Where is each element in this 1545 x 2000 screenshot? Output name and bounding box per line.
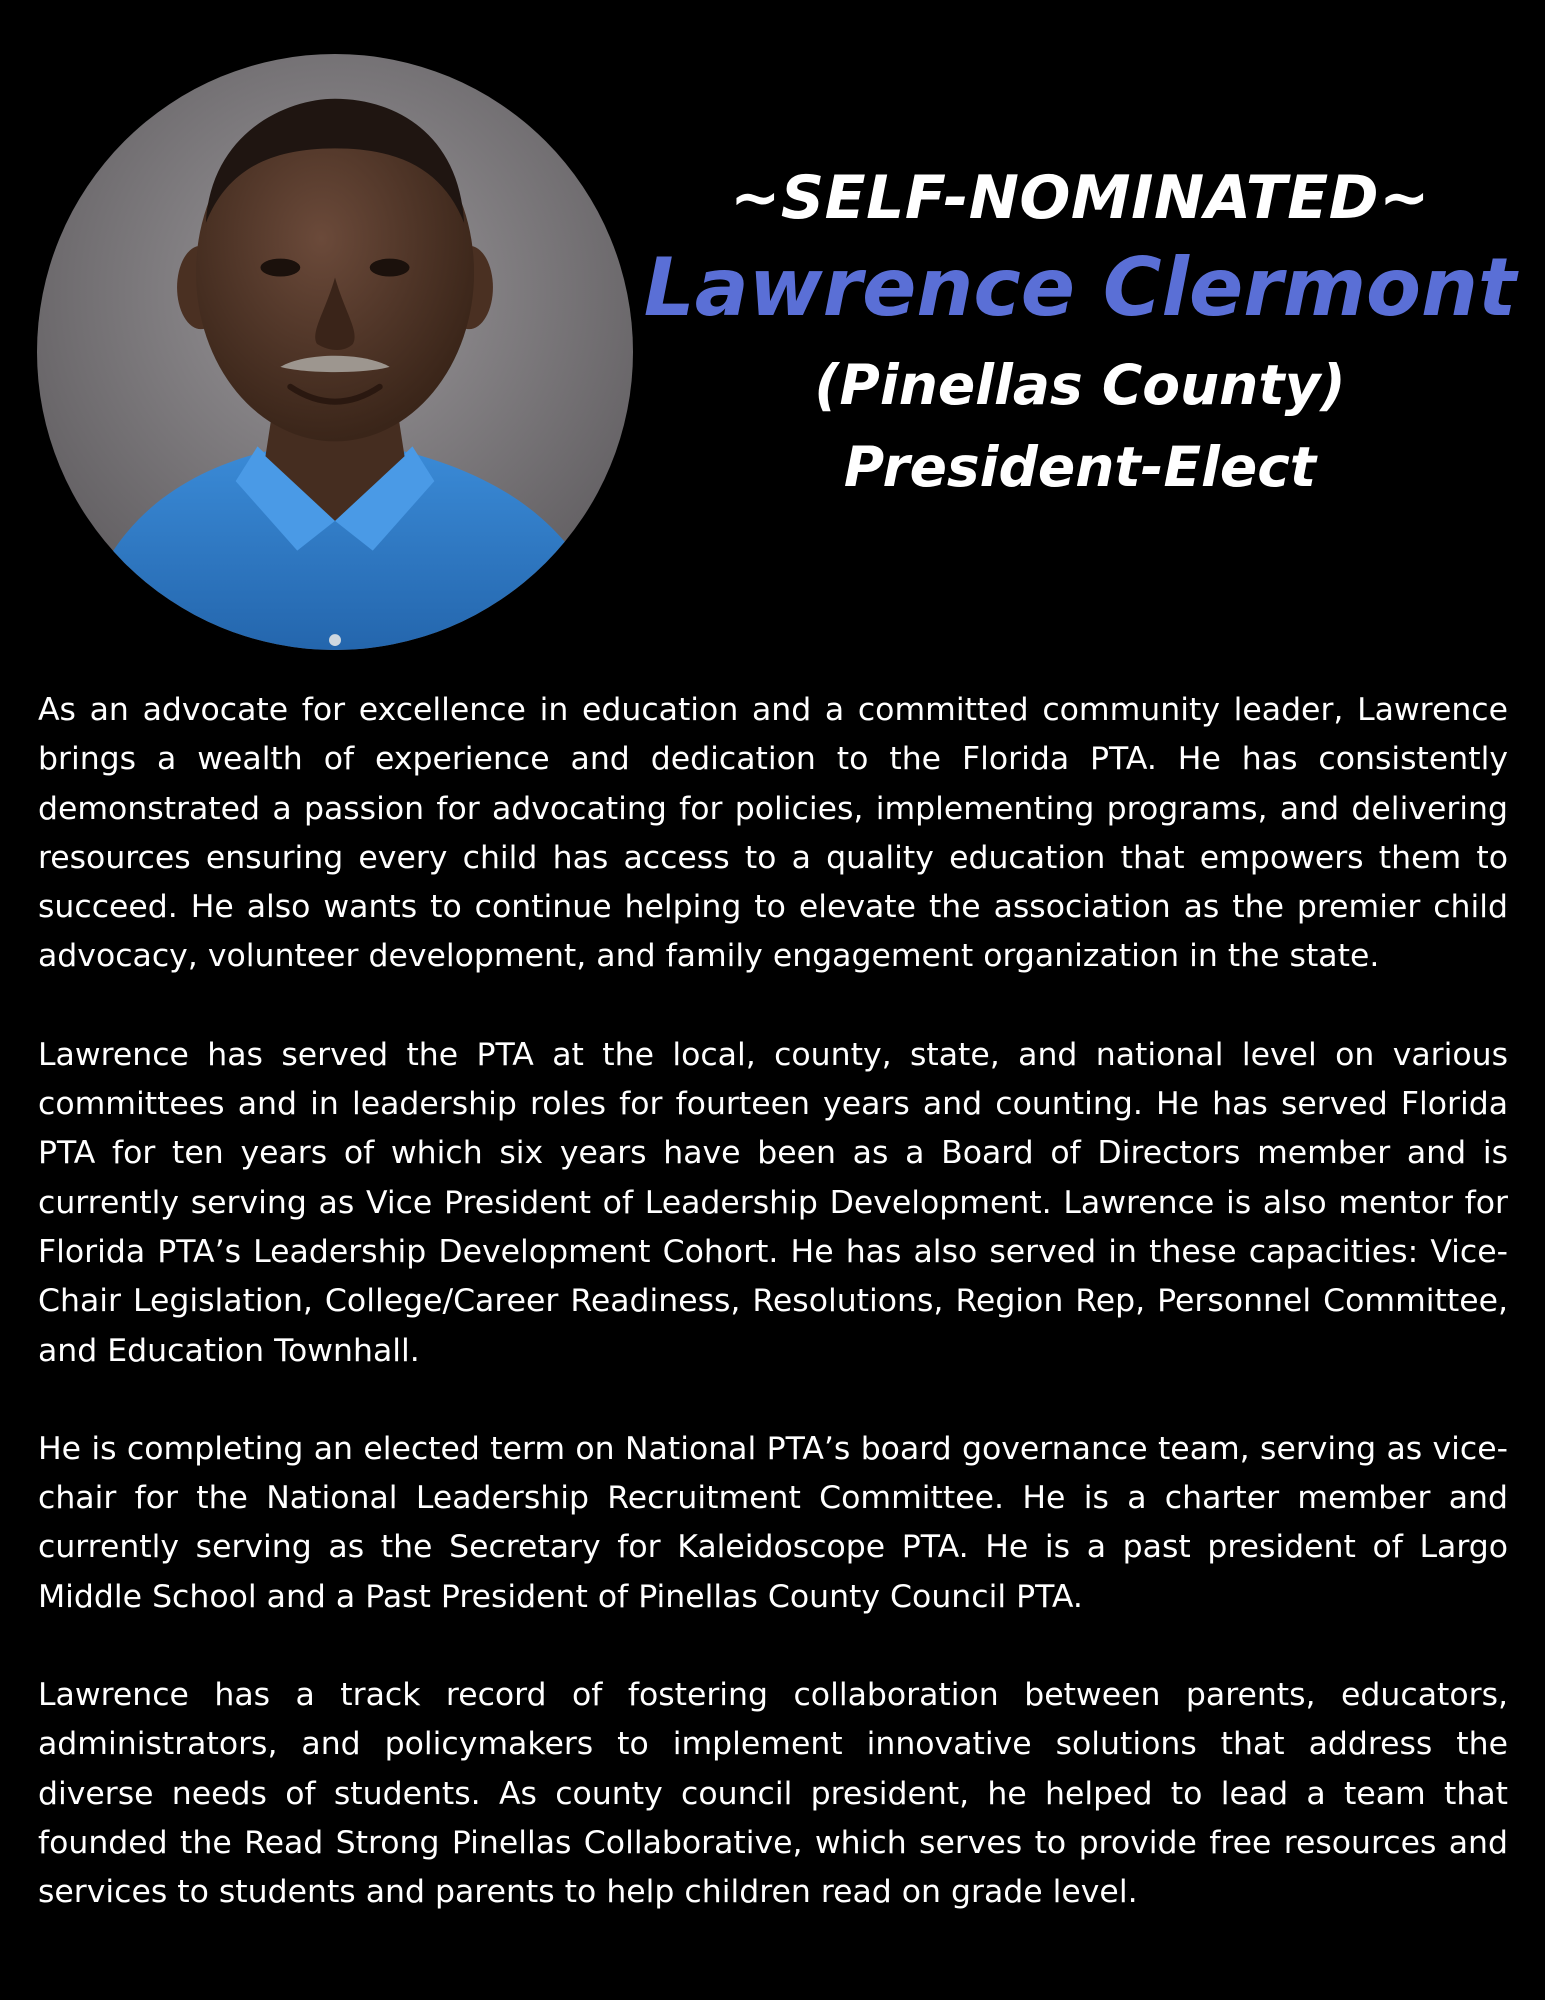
candidate-portrait bbox=[37, 54, 633, 650]
candidate-position: President-Elect bbox=[843, 435, 1317, 499]
portrait-illustration bbox=[37, 54, 633, 650]
bio-paragraph: Lawrence has served the PTA at the local, county, state, and national level on various committees and in leadership roles for fourteen years and counting. He has served Florida PTA for ten years of which six years have been as a Board of Directors member and is currently serving as Vice President of Leadership Development. Lawrence is also mentor for Florida PTA’s Leadership Development Cohort. He has also served in these capacities: Vice-Chair Legislation, College/Career Readiness, Resolutions, Region Rep, Personnel Committee, and Education Townhall. bbox=[38, 1036, 1508, 1369]
bio-paragraph: As an advocate for excellence in education and a committed community leader, Lawrence brings a wealth of experience and dedication to the Florida PTA. He has consistently demonstrated a passion for advocating for policies, implementing programs, and delivering resources ensuring every child has access to a quality education that empowers them to succeed. He also wants to continue helping to elevate the association as the premier child advocacy, volunteer development, and family engagement organization in the state. bbox=[38, 692, 1508, 975]
bio-paragraph: Lawrence has a track record of fostering collaboration between parents, educators, administrators, and policymakers to implement innovative solutions that address the diverse needs of students. As county council president, he helped to lead a team that founded the Read Strong Pinellas Collaborative, which serves to provide free resources and services to students and parents to help children read on grade level. bbox=[38, 1677, 1508, 1911]
candidate-bio bbox=[38, 686, 1508, 1918]
bio-paragraph: He is completing an elected term on National PTA’s board governance team, serving as vice-chair for the National Leadership Recruitment Committee. He is a charter member and currently serving as the Secretary for Kaleidoscope PTA. He is a past president of Largo Middle School and a Past President of Pinellas County Council PTA. bbox=[38, 1430, 1508, 1615]
candidate-county: (Pinellas County) bbox=[814, 353, 1346, 417]
self-nominated-tag: ~SELF-NOMINATED~ bbox=[730, 163, 1430, 233]
nomination-heading bbox=[630, 160, 1530, 508]
candidate-name: Lawrence Clermont bbox=[643, 241, 1517, 334]
